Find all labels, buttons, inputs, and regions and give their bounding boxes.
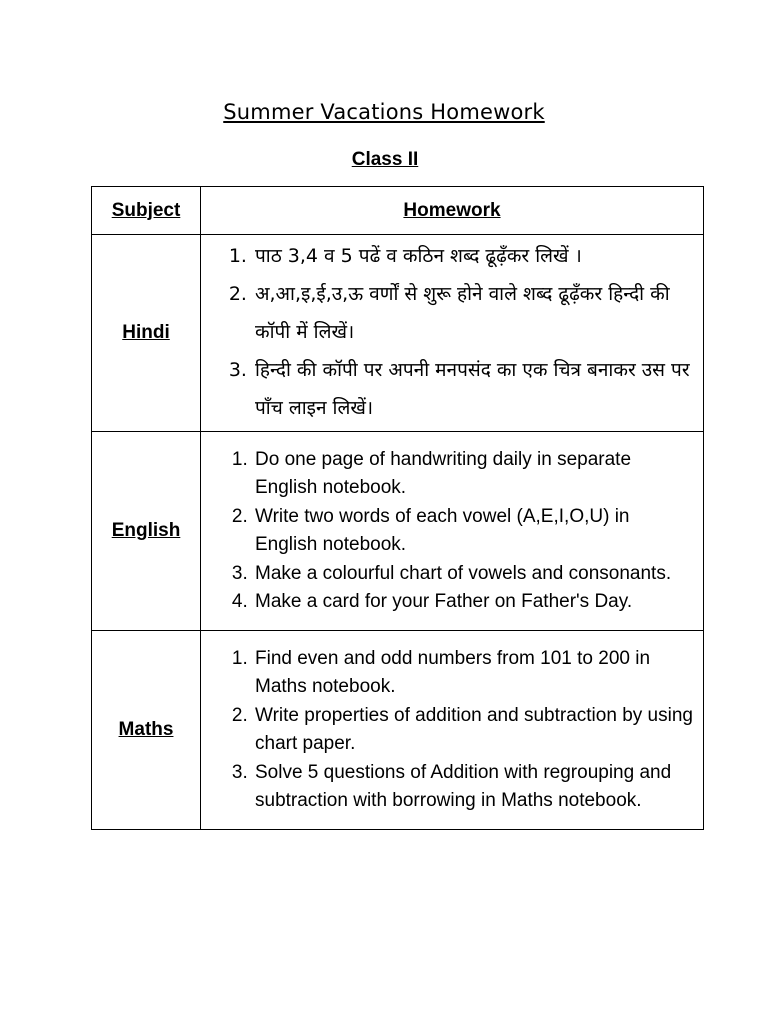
list-item: 2. Write properties of addition and subtraction by using chart paper. — [253, 702, 695, 759]
homework-cell — [201, 631, 704, 830]
list-item: 2. अ,आ,इ,ई,उ,ऊ वर्णों से शुरू होने वाले शब्द ढूढ़ँकर हिन्दी की कॉपी में लिखें। — [253, 275, 695, 351]
homework-list — [201, 645, 703, 816]
homework-list — [201, 446, 703, 617]
list-item: 3. हिन्दी की कॉपी पर अपनी मनपसंद का एक चित्र बनाकर उस पर पाँच लाइन लिखें। — [253, 351, 695, 427]
document-title: Summer Vacations Homework — [223, 100, 545, 124]
homework-cell — [201, 432, 704, 631]
list-item: 3. Make a colourful chart of vowels and consonants. — [253, 560, 695, 589]
subject-cell: Hindi — [92, 235, 201, 432]
homework-header: Homework — [201, 187, 704, 235]
subject-cell: Maths — [92, 631, 201, 830]
list-item: 4. Make a card for your Father on Father's Day. — [253, 588, 695, 617]
table-row — [92, 631, 704, 830]
homework-table — [91, 186, 704, 830]
table-row — [92, 432, 704, 631]
list-item: 1. Find even and odd numbers from 101 to 200 in Maths notebook. — [253, 645, 695, 702]
list-item: 1. Do one page of handwriting daily in separate English notebook. — [253, 446, 695, 503]
list-item: 2. Write two words of each vowel (A,E,I,O,U) in English notebook. — [253, 503, 695, 560]
homework-list — [201, 235, 703, 431]
table-row — [92, 235, 704, 432]
subject-header: Subject — [92, 187, 201, 235]
table-header-row — [92, 187, 704, 235]
list-item: 3. Solve 5 questions of Addition with regrouping and subtraction with borrowing in Maths notebook. — [253, 759, 695, 816]
subject-cell: English — [92, 432, 201, 631]
list-item: 1. पाठ 3,4 व 5 पढें व कठिन शब्द ढूढ़ँकर लिखें । — [253, 237, 695, 275]
class-label: Class II — [351, 149, 419, 170]
homework-cell — [201, 235, 704, 432]
